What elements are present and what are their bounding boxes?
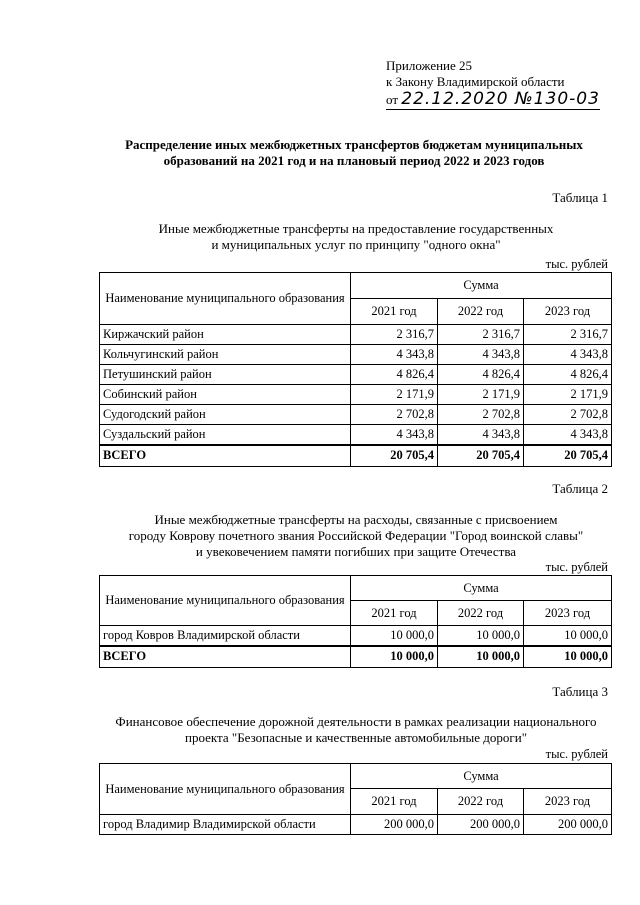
total-2022: 20 705,4 <box>438 445 524 467</box>
table-2-header-year-2023: 2023 год <box>524 601 612 626</box>
value-2023: 2 702,8 <box>524 405 612 425</box>
table-1-header-name: Наименование муниципального образования <box>100 273 351 325</box>
table-3-header-row <box>100 764 612 789</box>
table-row <box>100 345 612 365</box>
table-row <box>100 385 612 405</box>
table-3-title <box>0 714 640 746</box>
table-2-header-sum: Сумма <box>351 576 612 601</box>
table-3-header-year-2021: 2021 год <box>351 789 438 815</box>
value-2023: 10 000,0 <box>524 626 612 646</box>
table-row <box>100 325 612 345</box>
total-label: ВСЕГО <box>100 646 351 668</box>
appendix-date-line <box>386 90 600 110</box>
table-1-header-year-2021: 2021 год <box>351 299 438 325</box>
table-2-header-year-2021: 2021 год <box>351 601 438 626</box>
value-2022: 2 702,8 <box>438 405 524 425</box>
total-2022: 10 000,0 <box>438 646 524 668</box>
value-2021: 2 702,8 <box>351 405 438 425</box>
table-1-title-line-2: и муниципальных услуг по принципу "одного окна" <box>211 237 501 252</box>
total-2023: 20 705,4 <box>524 445 612 467</box>
total-2023: 10 000,0 <box>524 646 612 668</box>
table-1-title-line-1: Иные межбюджетные трансферты на предоставление государственных <box>158 221 554 236</box>
value-2023: 2 171,9 <box>524 385 612 405</box>
row-name: Суздальский район <box>100 425 351 445</box>
value-2022: 4 343,8 <box>438 345 524 365</box>
appendix-block <box>386 58 600 110</box>
value-2022: 2 316,7 <box>438 325 524 345</box>
table-1-header-year-2022: 2022 год <box>438 299 524 325</box>
value-2022: 4 826,4 <box>438 365 524 385</box>
value-2022: 10 000,0 <box>438 626 524 646</box>
table-2-total-row <box>100 646 612 668</box>
table-3-title-line-1: Финансовое обеспечение дорожной деятельности в рамках реализации национального <box>115 714 597 729</box>
table-1-header-sum: Сумма <box>351 273 612 299</box>
table-2-header-row <box>100 576 612 601</box>
table-3-units: тыс. рублей <box>545 747 608 761</box>
value-2022: 2 171,9 <box>438 385 524 405</box>
table-row <box>100 626 612 646</box>
value-2021: 2 171,9 <box>351 385 438 405</box>
value-2021: 4 826,4 <box>351 365 438 385</box>
value-2021: 2 316,7 <box>351 325 438 345</box>
value-2023: 2 316,7 <box>524 325 612 345</box>
table-1-total-row <box>100 445 612 467</box>
row-name: Кольчугинский район <box>100 345 351 365</box>
handwritten-date-number: 22.12.2020 №130-03 <box>401 89 600 109</box>
row-name: Петушинский район <box>100 365 351 385</box>
table-1-header-year-2023: 2023 год <box>524 299 612 325</box>
appendix-law: к Закону Владимирской области <box>386 74 565 89</box>
table-2-header-year-2022: 2022 год <box>438 601 524 626</box>
table-2-title-line-2: городу Коврову почетного звания Российской Федерации "Город воинской славы" <box>128 528 584 543</box>
table-1 <box>99 272 612 467</box>
table-3-number: Таблица 3 <box>552 684 608 699</box>
table-3-header-year-2022: 2022 год <box>438 789 524 815</box>
row-name: Собинский район <box>100 385 351 405</box>
row-name: Киржачский район <box>100 325 351 345</box>
total-2021: 10 000,0 <box>351 646 438 668</box>
table-row <box>100 815 612 835</box>
table-2-title-line-3: и увековечением памяти погибших при защите Отечества <box>195 544 517 559</box>
table-2-title <box>0 512 640 560</box>
table-2-units: тыс. рублей <box>545 560 608 574</box>
table-2-header-name: Наименование муниципального образования <box>100 576 351 626</box>
row-name: город Ковров Владимирской области <box>100 626 351 646</box>
table-3-header-year-2023: 2023 год <box>524 789 612 815</box>
value-2021: 10 000,0 <box>351 626 438 646</box>
table-3-title-line-2: проекта "Безопасные и качественные автомобильные дороги" <box>185 730 527 745</box>
value-2023: 4 343,8 <box>524 345 612 365</box>
value-2023: 200 000,0 <box>524 815 612 835</box>
row-name: город Владимир Владимирской области <box>100 815 351 835</box>
document-title-line-2: образований на 2021 год и на плановый период 2022 и 2023 годов <box>163 153 545 168</box>
value-2021: 4 343,8 <box>351 345 438 365</box>
table-2-title-line-1: Иные межбюджетные трансферты на расходы, связанные с присвоением <box>154 512 558 527</box>
table-1-number: Таблица 1 <box>552 190 608 205</box>
value-2023: 4 826,4 <box>524 365 612 385</box>
value-2021: 4 343,8 <box>351 425 438 445</box>
document-title <box>0 137 640 169</box>
value-2022: 4 343,8 <box>438 425 524 445</box>
value-2021: 200 000,0 <box>351 815 438 835</box>
table-2 <box>99 575 612 668</box>
row-name: Судогодский район <box>100 405 351 425</box>
appendix-date-prefix: от <box>386 92 399 107</box>
table-row <box>100 425 612 445</box>
table-2-number: Таблица 2 <box>552 481 608 496</box>
table-1-title <box>0 221 640 253</box>
table-3 <box>99 763 612 835</box>
table-row <box>100 405 612 425</box>
table-1-header-row <box>100 273 612 299</box>
table-3-header-name: Наименование муниципального образования <box>100 764 351 815</box>
appendix-label: Приложение 25 <box>386 58 473 73</box>
value-2022: 200 000,0 <box>438 815 524 835</box>
total-label: ВСЕГО <box>100 445 351 467</box>
table-1-units: тыс. рублей <box>545 257 608 271</box>
table-row <box>100 365 612 385</box>
document-title-line-1: Распределение иных межбюджетных трансфертов бюджетам муниципальных <box>125 137 583 152</box>
total-2021: 20 705,4 <box>351 445 438 467</box>
table-3-header-sum: Сумма <box>351 764 612 789</box>
value-2023: 4 343,8 <box>524 425 612 445</box>
